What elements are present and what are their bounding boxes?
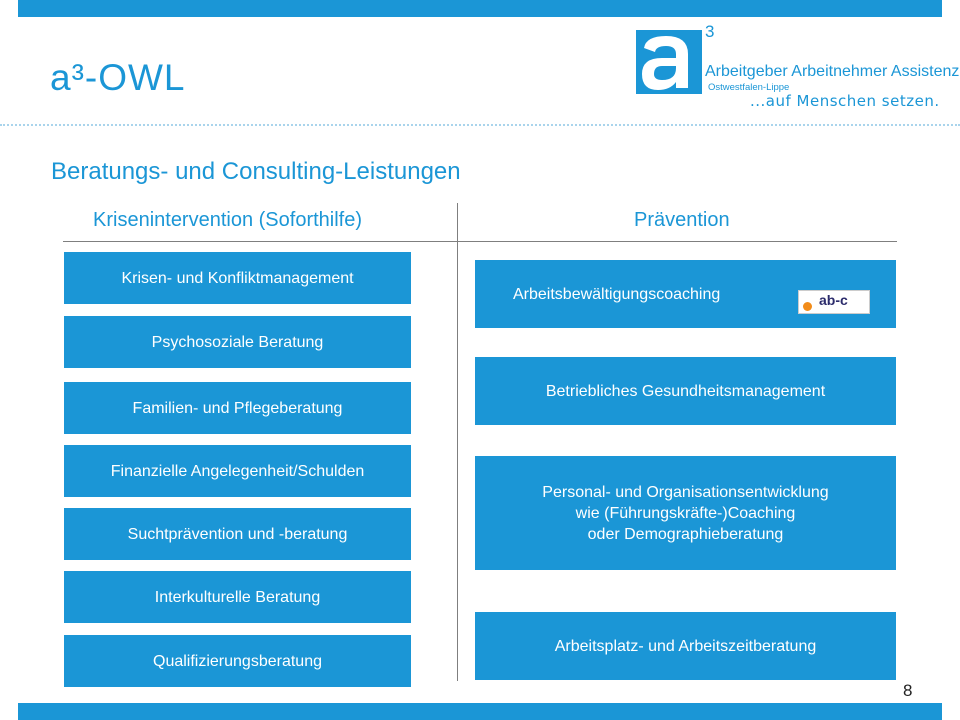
service-box-arbeitsbewaeltigungscoaching: Arbeitsbewältigungscoaching [475, 260, 896, 328]
section-title: Beratungs- und Consulting-Leistungen [51, 158, 461, 185]
service-box-arbeitszeitberatung: Arbeitsplatz- und Arbeitszeitberatung [475, 612, 896, 680]
service-box-finanzielle-angelegenheit: Finanzielle Angelegenheit/Schulden [64, 445, 411, 497]
service-box-qualifizierungsberatung: Qualifizierungsberatung [64, 635, 411, 687]
service-box-gesundheitsmanagement: Betriebliches Gesundheitsmanagement [475, 357, 896, 425]
slide-title: a³-OWL [50, 57, 186, 98]
service-box-psychosoziale-beratung: Psychosoziale Beratung [64, 316, 411, 368]
logo-name: Arbeitgeber Arbeitnehmer Assistenz [705, 63, 960, 80]
service-box-interkulturelle-beratung: Interkulturelle Beratung [64, 571, 411, 623]
column-divider [457, 203, 458, 681]
service-box-familien-pflegeberatung: Familien- und Pflegeberatung [64, 382, 411, 434]
right-column-heading: Prävention [634, 209, 730, 231]
logo-superscript: 3 [705, 22, 715, 41]
column-heading-divider [63, 241, 897, 242]
abc-logo-dot-icon [803, 302, 812, 311]
service-box-suchtpraevention: Suchtprävention und -beratung [64, 508, 411, 560]
left-column-heading: Krisenintervention (Soforthilfe) [93, 209, 363, 231]
a3-logo [636, 22, 960, 118]
abc-partner-logo [798, 290, 870, 314]
service-box-krisenmanagement: Krisen- und Konfliktmanagement [64, 252, 411, 304]
abc-logo-text: ab-c [819, 292, 848, 308]
a3-logo-icon [636, 30, 702, 94]
bottom-accent-bar [18, 703, 942, 720]
top-accent-bar [18, 0, 942, 17]
logo-region: Ostwestfalen-Lippe [708, 82, 790, 93]
header-divider [0, 124, 960, 126]
logo-tagline: ...auf Menschen setzen. [750, 92, 940, 110]
page-number: 8 [903, 681, 913, 700]
service-box-organisationsentwicklung: Personal- und Organisationsentwicklung wie (Führungskräfte-)Coaching oder Demographieberatung [475, 456, 896, 570]
